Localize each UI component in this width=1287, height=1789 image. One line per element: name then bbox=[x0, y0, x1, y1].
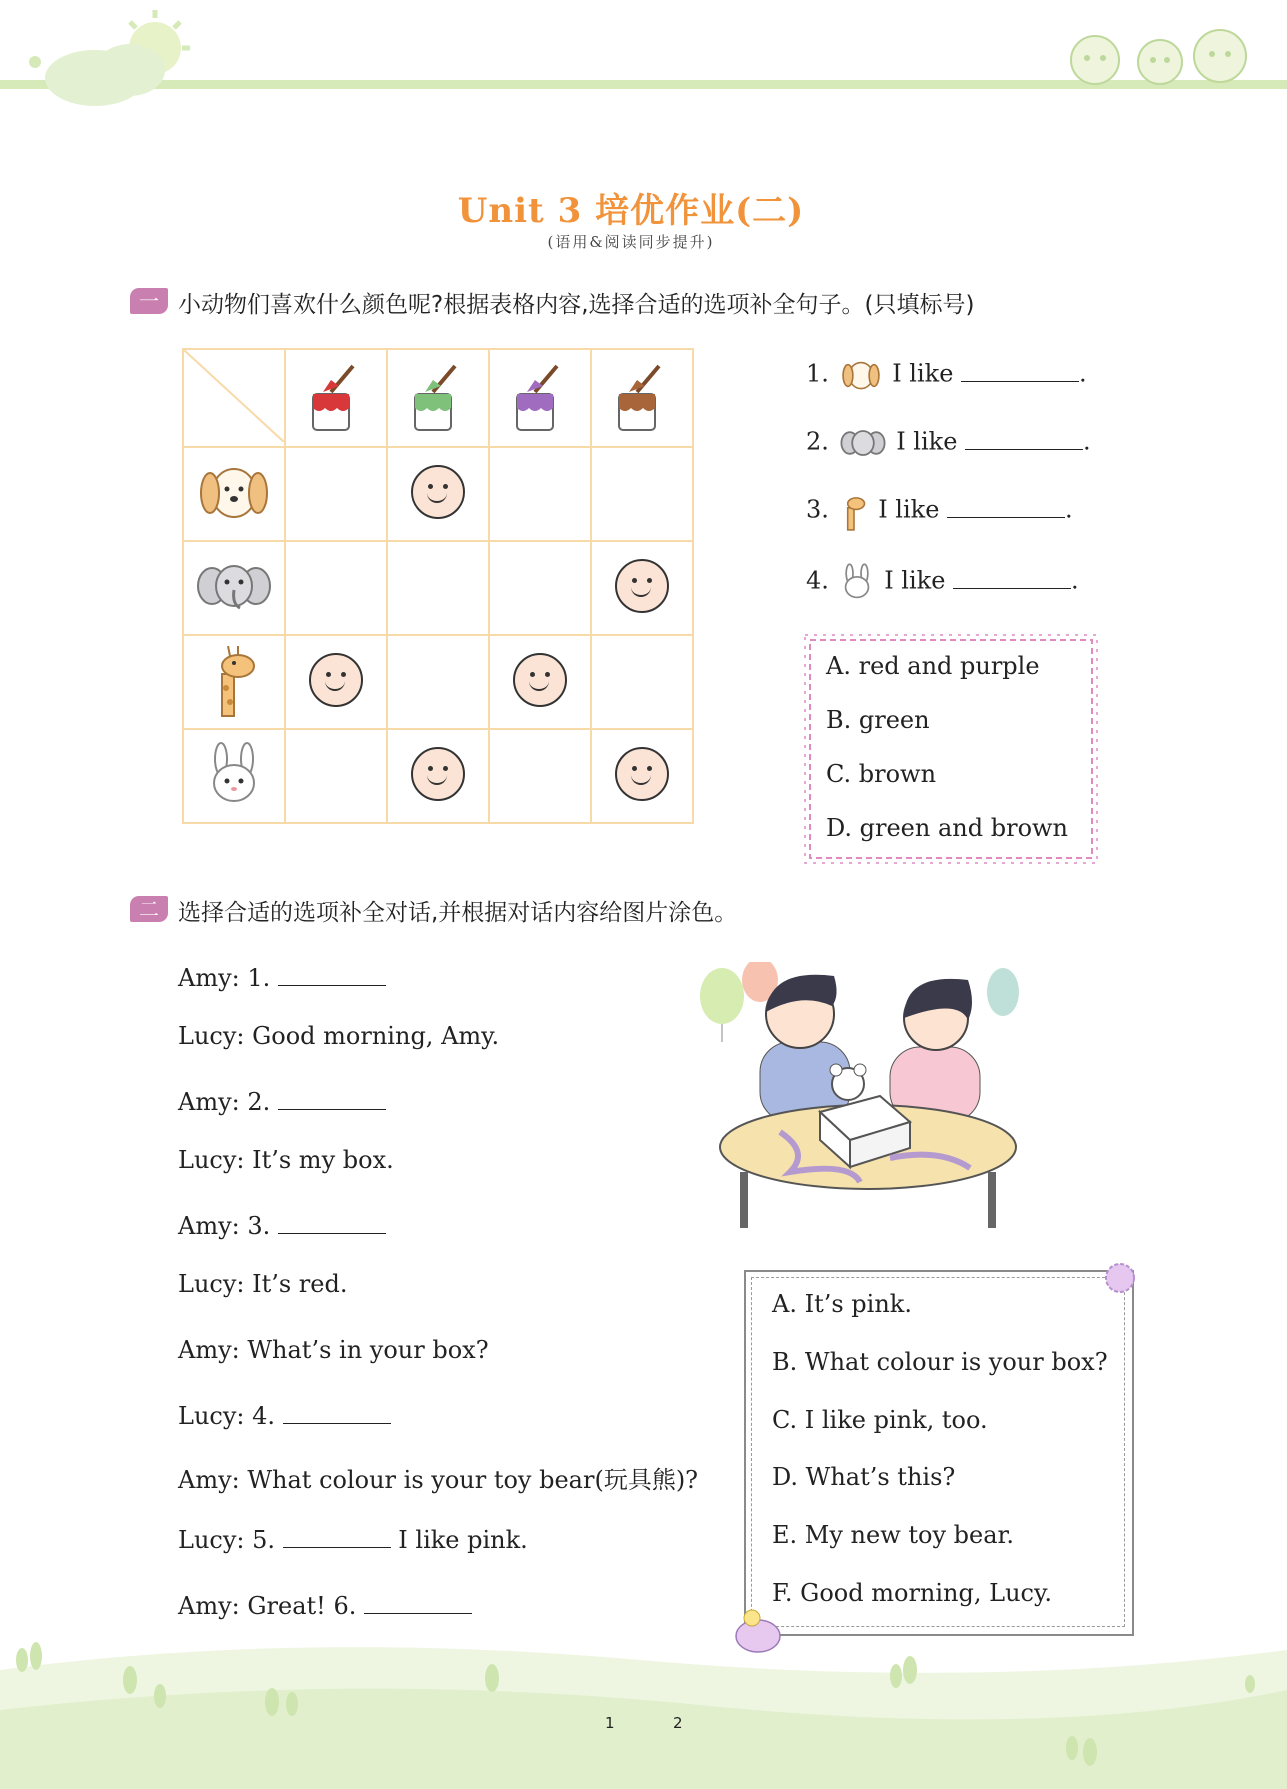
preference-table bbox=[182, 348, 694, 824]
page-title: Unit 3 培优作业(二) bbox=[457, 191, 805, 231]
giraffe-icon bbox=[183, 635, 285, 729]
answer-blank[interactable] bbox=[278, 967, 386, 986]
section1-badge: 一 bbox=[130, 288, 168, 314]
question-4: 4. I like . bbox=[806, 560, 1079, 604]
dialogue-line-8: Lucy: 4. bbox=[178, 1402, 391, 1430]
option-c: C. brown bbox=[826, 760, 937, 788]
girls-with-box-illustration[interactable] bbox=[700, 962, 1020, 1228]
elephant-icon bbox=[837, 425, 889, 461]
smile-icon bbox=[411, 465, 465, 519]
dialogue-line-11: Amy: Great! 6. bbox=[178, 1592, 472, 1620]
answer-blank[interactable] bbox=[965, 429, 1083, 450]
dialogue-line-1: Amy: 1. bbox=[178, 964, 386, 992]
page-number-right: 2 bbox=[673, 1714, 683, 1732]
answer-blank[interactable] bbox=[278, 1215, 386, 1234]
footer-hills bbox=[0, 1630, 1287, 1789]
question-3: 3. I like . bbox=[806, 490, 1073, 532]
answer-blank[interactable] bbox=[283, 1529, 391, 1548]
answer-blank[interactable] bbox=[364, 1595, 472, 1614]
dialogue-line-4: Lucy: It’s my box. bbox=[178, 1146, 394, 1174]
smile-icon bbox=[411, 747, 465, 801]
dialogue-option-c: C. I like pink, too. bbox=[772, 1406, 988, 1434]
answer-blank[interactable] bbox=[278, 1091, 386, 1110]
answer-blank[interactable] bbox=[283, 1405, 391, 1424]
rabbit-icon bbox=[837, 560, 877, 604]
section2-badge: 二 bbox=[130, 896, 168, 922]
dialogue-option-d: D. What’s this? bbox=[772, 1463, 956, 1491]
giraffe-icon bbox=[837, 490, 871, 532]
answer-blank[interactable] bbox=[961, 361, 1079, 382]
section2-options-box-inner bbox=[751, 1277, 1125, 1627]
dog-icon bbox=[183, 447, 285, 541]
smile-icon bbox=[615, 747, 669, 801]
question-2: 2. I like . bbox=[806, 425, 1091, 461]
section1-instruction: 小动物们喜欢什么颜色呢?根据表格内容,选择合适的选项补全句子。(只填标号) bbox=[178, 292, 975, 318]
dialogue-option-e: E. My new toy bear. bbox=[772, 1521, 1014, 1549]
option-b: B. green bbox=[826, 706, 930, 734]
paint-green-icon bbox=[387, 349, 489, 447]
dialogue-line-2: Lucy: Good morning, Amy. bbox=[178, 1022, 500, 1050]
section2-instruction: 选择合适的选项补全对话,并根据对话内容给图片涂色。 bbox=[178, 900, 738, 926]
dialogue-line-6: Lucy: It’s red. bbox=[178, 1270, 348, 1298]
animals-decoration bbox=[1060, 20, 1260, 90]
dialogue-line-3: Amy: 2. bbox=[178, 1088, 386, 1116]
dialogue-option-a: A. It’s pink. bbox=[772, 1290, 912, 1318]
elephant-icon bbox=[183, 541, 285, 635]
option-a: A. red and purple bbox=[826, 652, 1040, 680]
question-1: 1. I like . bbox=[806, 356, 1087, 394]
dialogue-option-b: B. What colour is your box? bbox=[772, 1348, 1108, 1376]
dialogue-line-10: Lucy: 5. I like pink. bbox=[178, 1526, 528, 1554]
smile-icon bbox=[615, 559, 669, 613]
smile-icon bbox=[309, 653, 363, 707]
page-subtitle: (语用&阅读同步提升) bbox=[547, 233, 715, 251]
paint-red-icon bbox=[285, 349, 387, 447]
paint-purple-icon bbox=[489, 349, 591, 447]
table-corner bbox=[183, 349, 285, 447]
rabbit-icon bbox=[183, 729, 285, 823]
paint-brown-icon bbox=[591, 349, 693, 447]
dog-icon bbox=[837, 356, 885, 394]
smile-icon bbox=[513, 653, 567, 707]
answer-blank[interactable] bbox=[953, 568, 1071, 589]
option-d: D. green and brown bbox=[826, 814, 1069, 842]
flower-icon bbox=[1098, 1258, 1142, 1298]
answer-blank[interactable] bbox=[947, 497, 1065, 518]
dialogue-line-7: Amy: What’s in your box? bbox=[178, 1336, 489, 1364]
dialogue-line-9: Amy: What colour is your toy bear(玩具熊)? bbox=[178, 1466, 699, 1494]
dialogue-line-5: Amy: 3. bbox=[178, 1212, 386, 1240]
page-number-left: 1 bbox=[605, 1714, 615, 1732]
dialogue-option-f: F. Good morning, Lucy. bbox=[772, 1579, 1052, 1607]
sun-cloud-decoration bbox=[0, 0, 200, 110]
